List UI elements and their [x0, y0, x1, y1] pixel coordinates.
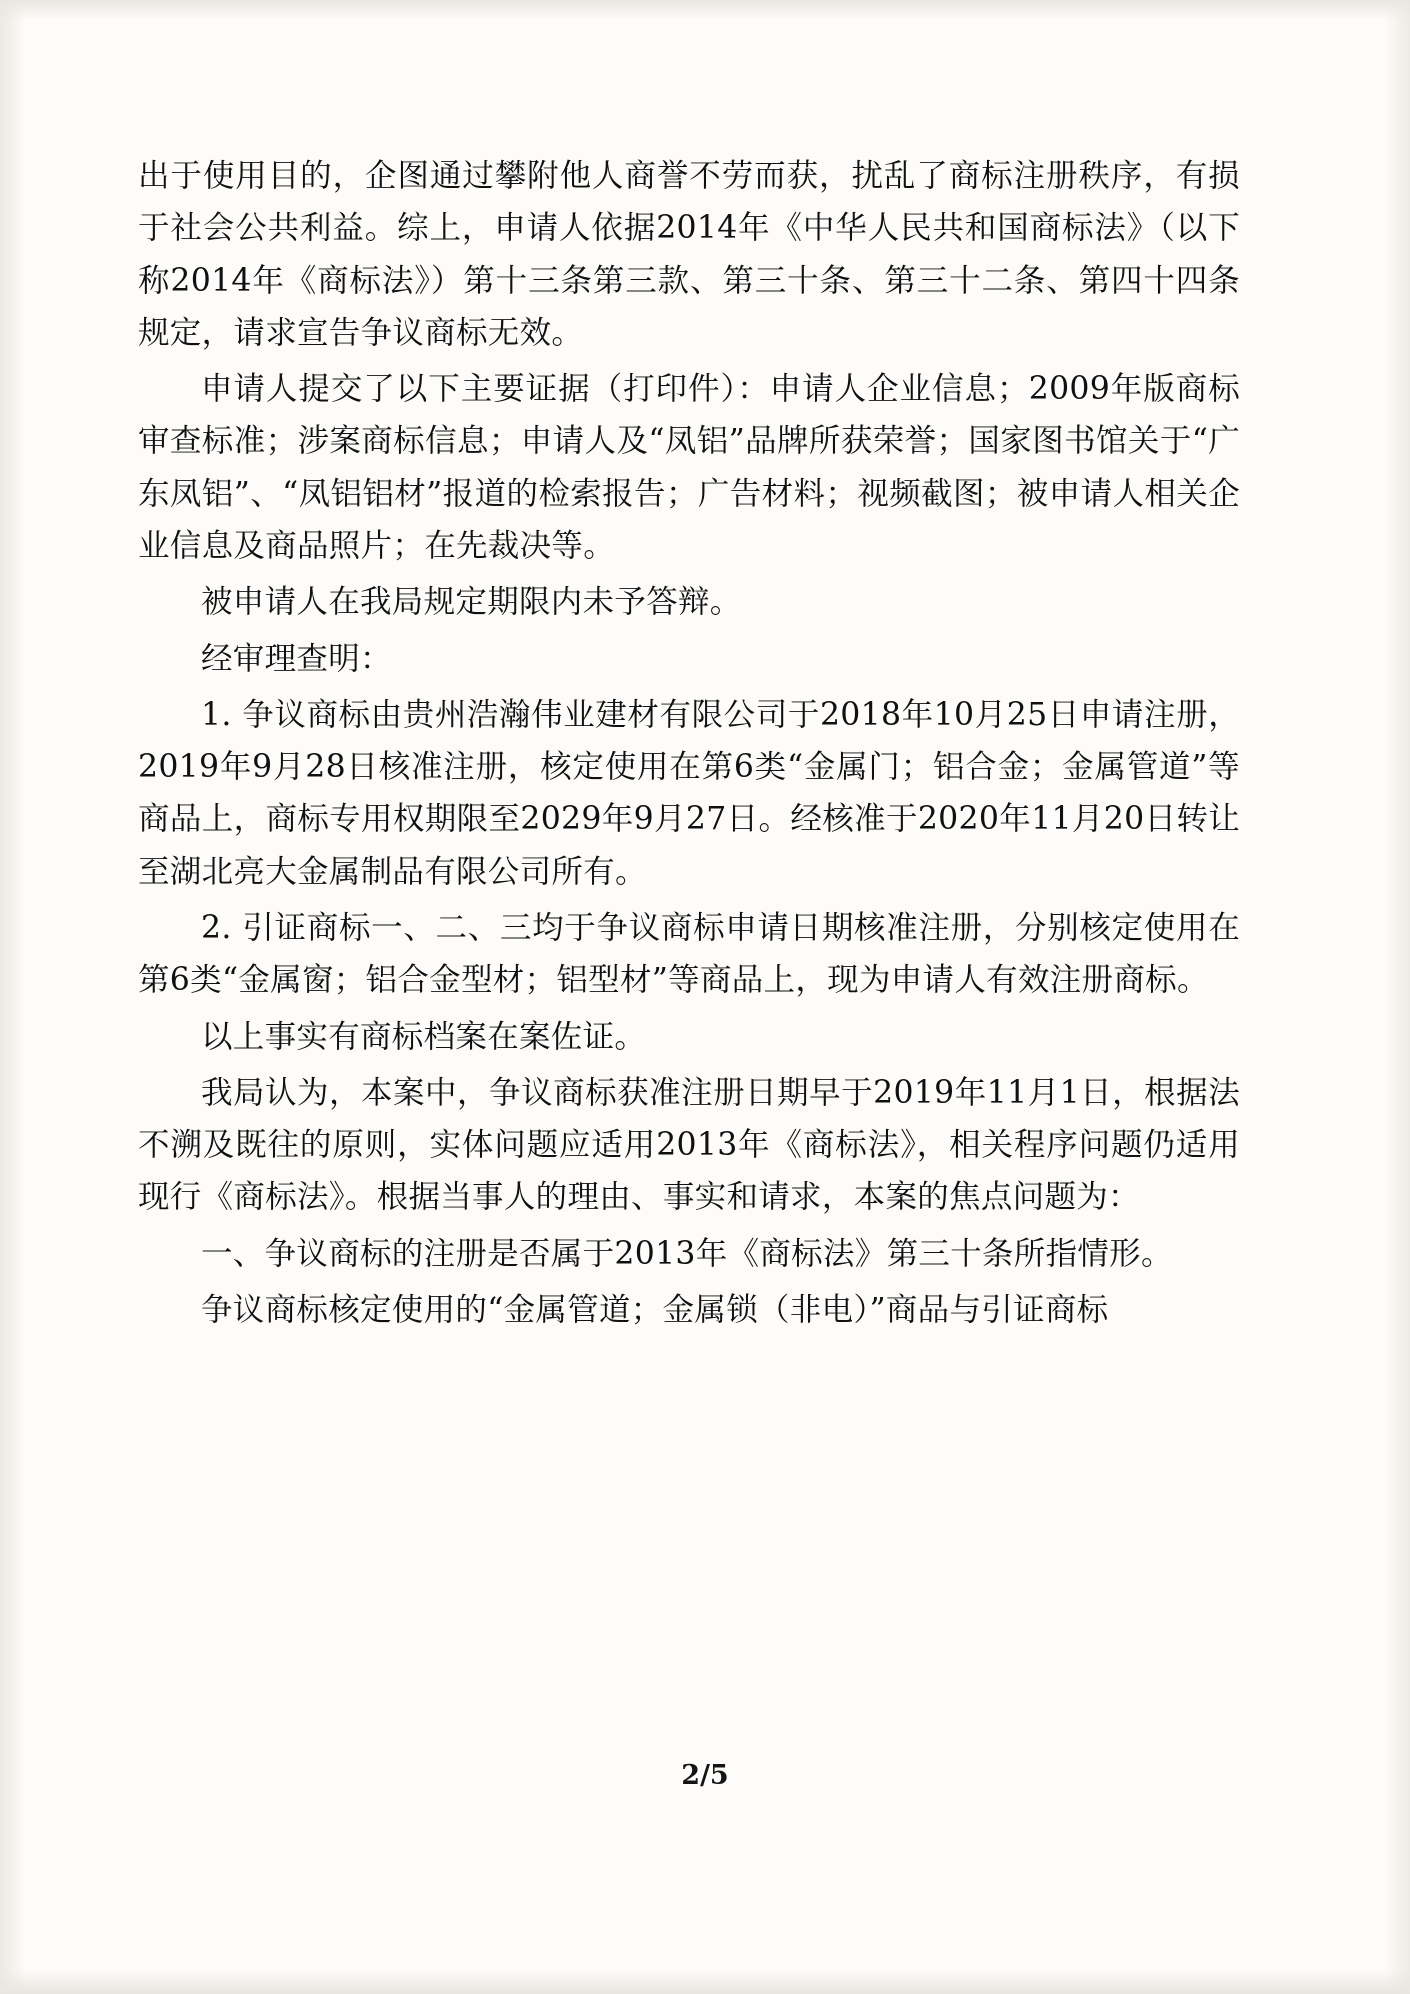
document-body — [138, 150, 1240, 1340]
paragraph-evidence-support: 以上事实有商标档案在案佐证。 — [201, 1018, 647, 1055]
paragraph-opinion: 我局认为，本案中，争议商标获准注册日期早于2019年11月1日，根据法不溯及既往的原则，实体问题应适用2013年《商标法》，相关程序问题仍适用现行《商标法》。根据当事人的理由、事实和请求，本案的焦点问题为： — [138, 1074, 1240, 1216]
paragraph-issue-one: 一、争议商标的注册是否属于2013年《商标法》第三十条所指情形。 — [201, 1235, 1173, 1272]
paper-edge-left — [0, 0, 26, 1994]
paragraph-no-response: 被申请人在我局规定期限内未予答辩。 — [201, 584, 742, 621]
paper-edge-bottom — [0, 1970, 1410, 1994]
paragraph-evidence-submitted: 申请人提交了以下主要证据（打印件）：申请人企业信息；2009年版商标审查标准；涉案商标信息；申请人及“凤铝”品牌所获荣誉；国家图书馆关于“广东凤铝”、“凤铝铝材”报道的检索报告；广告材料；视频截图；被申请人相关企业信息及商品照片；在先裁决等。 — [138, 371, 1240, 564]
paragraph-finding-2: 2. 引证商标一、二、三均于争议商标申请日期核准注册，分别核定使用在第6类“金属窗；铝合金型材；铝型材”等商品上，现为申请人有效注册商标。 — [138, 909, 1240, 999]
page-number: 2/5 — [681, 1760, 729, 1791]
paper-edge-right — [1384, 0, 1410, 1994]
paragraph-continuation: 出于使用目的，企图通过攀附他人商誉不劳而获，扰乱了商标注册秩序，有损于社会公共利益。综上，申请人依据2014年《中华人民共和国商标法》（以下称2014年《商标法》）第十三条第三款、第三十条、第三十二条、第四十四条规定，请求宣告争议商标无效。 — [138, 158, 1240, 351]
paper-edge-top — [0, 0, 1410, 20]
paragraph-findings-heading: 经审理查明： — [201, 640, 392, 677]
paragraph-issue-one-analysis: 争议商标核定使用的“金属管道；金属锁（非电）”商品与引证商标 — [201, 1291, 1109, 1328]
paragraph-finding-1: 1. 争议商标由贵州浩瀚伟业建材有限公司于2018年10月25日申请注册，2019年9月28日核准注册，核定使用在第6类“金属门；铝合金；金属管道”等商品上，商标专用权期限至2029年9月27日。经核准于2020年11月20日转让至湖北亮大金属制品有限公司所有。 — [138, 696, 1240, 890]
